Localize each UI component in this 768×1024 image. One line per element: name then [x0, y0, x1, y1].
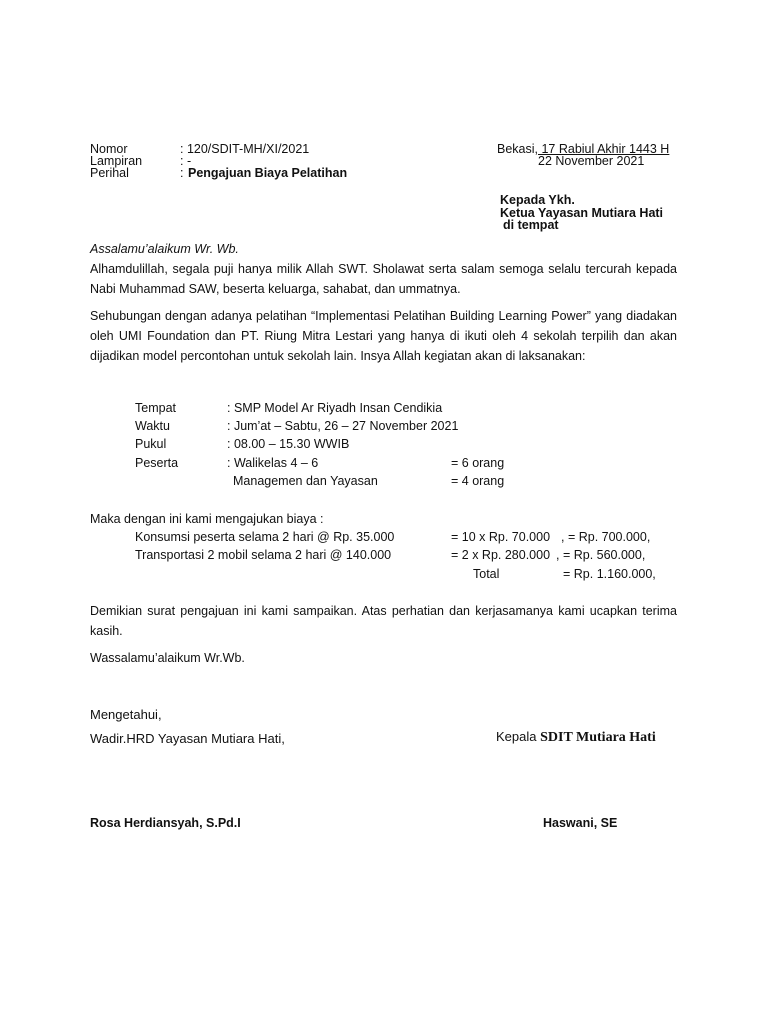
gregorian-date: 22 November 2021 [538, 154, 645, 168]
recipient-line-3: di tempat [503, 218, 559, 232]
right-signer-name: Haswani, SE [543, 816, 618, 830]
salam: Wassalamu’alaikum Wr.Wb. [90, 651, 245, 665]
peserta-item-2-count: = 4 orang [451, 474, 505, 488]
perihal-value: Pengajuan Biaya Pelatihan [188, 166, 348, 180]
cost-item-2-total: , = Rp. 560.000, [556, 548, 646, 562]
right-signer-school: SDIT Mutiara Hati [540, 730, 656, 745]
cost-item-1-total: , = Rp. 700.000, [561, 530, 651, 544]
left-signer-name: Rosa Herdiansyah, S.Pd.I [90, 816, 241, 830]
paragraph-training: Sehubungan dengan adanya pelatihan “Implementasi Pelatihan Building Learning Power” yang diadakan oleh UMI Foundation dan PT. Riung Mitra Lestari yang hanya di ikuti oleh 4 sekolah terpilih dan akan dijadikan model percontohan untuk sekolah lain. Insya Allah kegiatan akan di laksanakan: [90, 309, 677, 363]
cost-item-1-desc: Konsumsi peserta selama 2 hari @ Rp. 35.000 [135, 530, 395, 544]
waktu-value: : Jum’at – Sabtu, 26 – 27 November 2021 [227, 419, 459, 433]
hijri-date: 17 Rabiul Akhir 1443 H [538, 142, 670, 156]
right-signer-title [496, 729, 656, 745]
perihal-colon: : [180, 166, 184, 180]
paragraph-opening: Alhamdulillah, segala puji hanya milik Allah SWT. Sholawat serta salam semoga selalu tercurah kepada Nabi Muhammad SAW, beserta keluarga, sahabat, dan ummatnya. [90, 262, 677, 296]
tempat-value: : SMP Model Ar Riyadh Insan Cendikia [227, 401, 443, 415]
waktu-label: Waktu [135, 419, 170, 433]
lampiran-value: : - [180, 154, 192, 168]
recipient-line-2: Ketua Yayasan Mutiara Hati [500, 206, 664, 220]
nomor-value: : 120/SDIT-MH/XI/2021 [180, 142, 310, 156]
cost-item-2-calc: = 2 x Rp. 280.000 [451, 548, 551, 562]
cost-item-1-calc: = 10 x Rp. 70.000 [451, 530, 551, 544]
peserta-item-1: : Walikelas 4 – 6 [227, 456, 319, 470]
peserta-label: Peserta [135, 456, 179, 470]
total-value: = Rp. 1.160.000, [563, 567, 656, 581]
lampiran-label: Lampiran [90, 154, 143, 168]
mengetahui: Mengetahui, [90, 707, 162, 722]
total-label: Total [473, 567, 500, 581]
pukul-label: Pukul [135, 437, 167, 451]
recipient-line-1: Kepada Ykh. [500, 193, 575, 207]
cost-item-2-desc: Transportasi 2 mobil selama 2 hari @ 140.000 [135, 548, 392, 562]
right-signer-prefix: Kepala [496, 729, 541, 744]
cost-intro: Maka dengan ini kami mengajukan biaya : [90, 512, 324, 526]
tempat-label: Tempat [135, 401, 176, 415]
pukul-value: : 08.00 – 15.30 WWIB [227, 437, 350, 451]
nomor-label: Nomor [90, 142, 128, 156]
left-signer-title: Wadir.HRD Yayasan Mutiara Hati, [90, 731, 285, 746]
perihal-label: Perihal [90, 166, 129, 180]
peserta-item-2: Managemen dan Yayasan [233, 474, 378, 488]
greeting: Assalamu’alaikum Wr. Wb. [90, 242, 239, 256]
closing-paragraph: Demikian surat pengajuan ini kami sampaikan. Atas perhatian dan kerjasamanya kami ucapkan terima kasih. [90, 604, 677, 638]
place: Bekasi, [497, 142, 538, 156]
peserta-item-1-count: = 6 orang [451, 456, 505, 470]
